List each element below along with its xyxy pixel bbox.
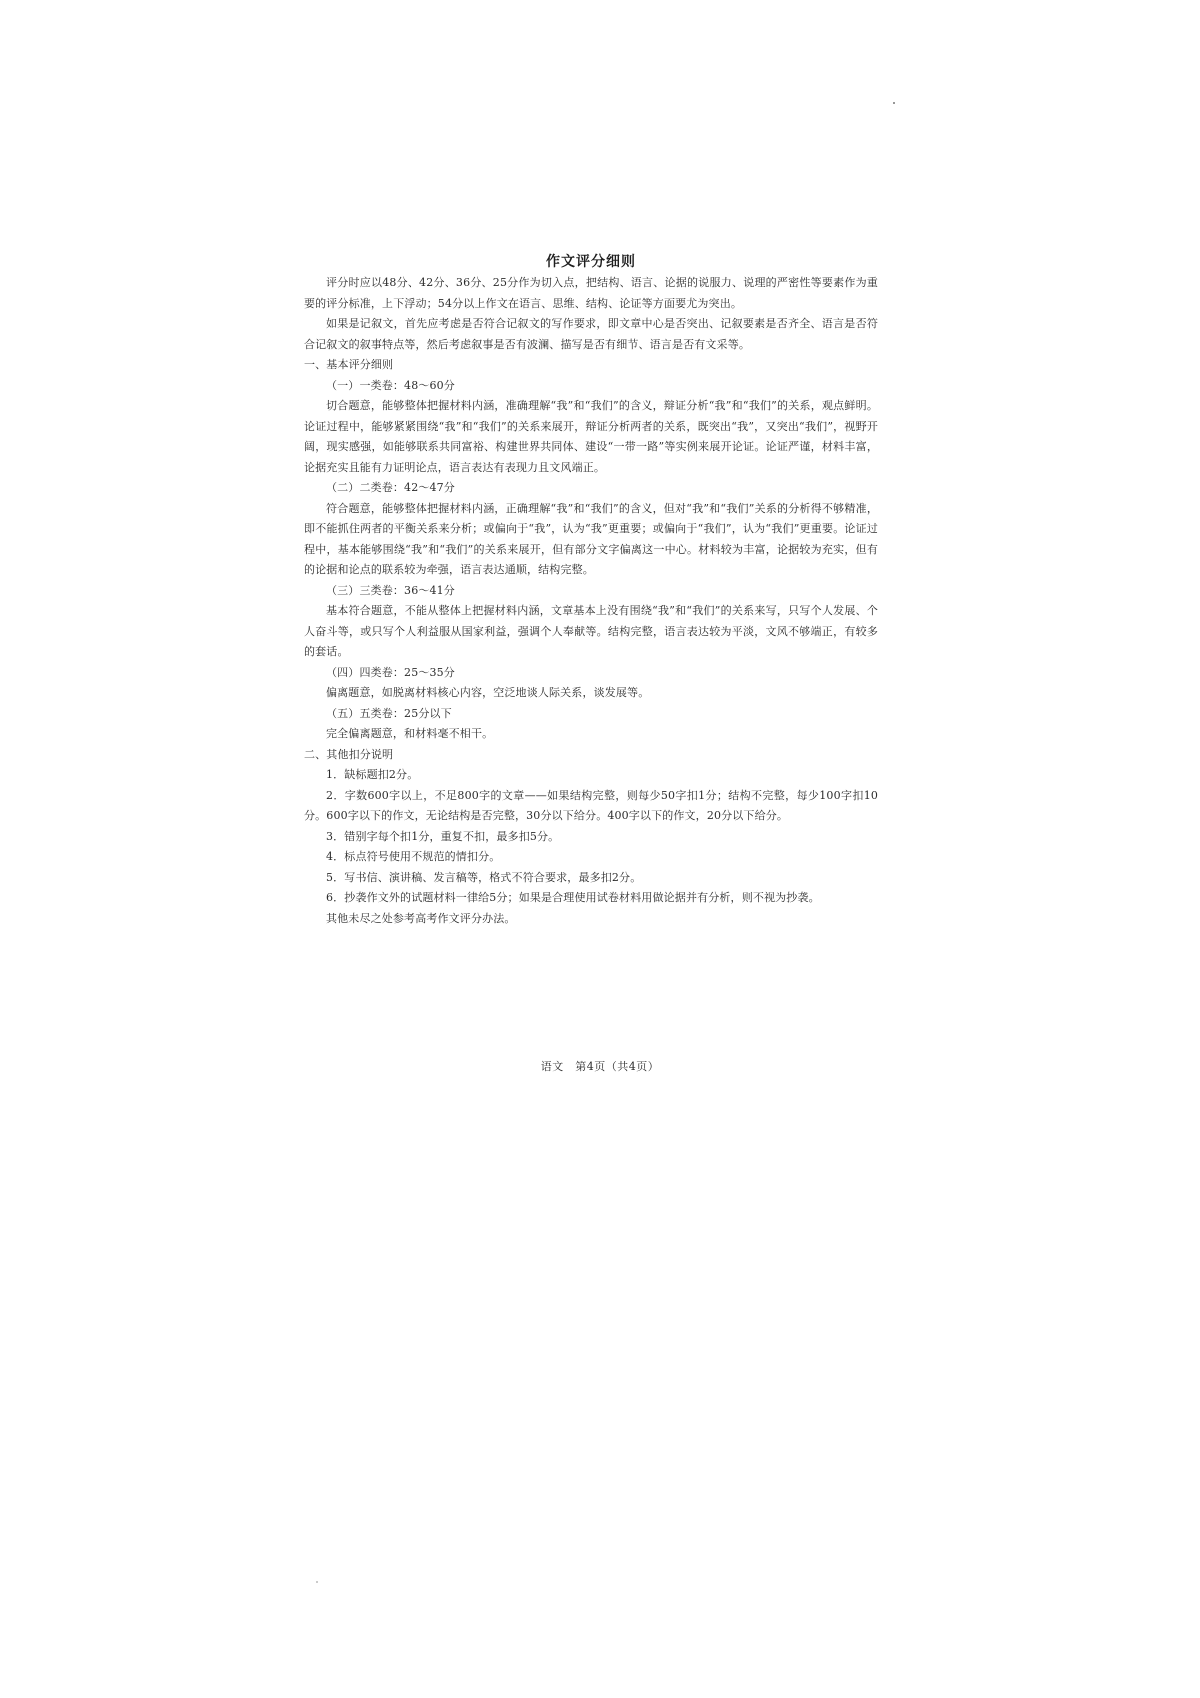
grade-description: 基本符合题意，不能从整体上把握材料内涵，文章基本上没有围绕“我”和“我们”的关系来写，只写个人发展、个人奋斗等，或只写个人利益服从国家利益，强调个人奉献等。结构完整，语言表达较为平淡，文风不够端正，有较多的套话。 (304, 604, 878, 658)
grade-description: 偏离题意，如脱离材料核心内容，空泛地谈人际关系，谈发展等。 (326, 686, 650, 699)
deduction-item: 3．错别字每个扣1分，重复不扣，最多扣5分。 (326, 829, 560, 843)
scan-artifact-dot (893, 102, 895, 104)
deduction-item: 5．写书信、演讲稿、发言稿等，格式不符合要求，最多扣2分。 (326, 870, 642, 884)
section-heading-deductions: 二、其他扣分说明 (304, 747, 394, 761)
deduction-item: 4．标点符号使用不规范的情扣分。 (326, 850, 501, 863)
grade-description: 符合题意，能够整体把握材料内涵，正确理解“我”和“我们”的含义，但对“我”和“我们”关系的分析得不够精准，即不能抓住两者的平衡关系来分析；或偏向于“我”，认为“我”更重要；或偏向于“我们”，认为“我们”更重要。论证过程中，基本能够围绕“我”和“我们”的关系来展开，但有部分文字偏离这一中心。材料较为丰富，论据较为充实，但有的论据和论点的联系较为牵强，语言表达通顺，结构完整。 (304, 501, 878, 576)
section-heading-basic-rules: 一、基本评分细则 (304, 358, 394, 371)
scan-artifact-dot (316, 1581, 318, 1583)
intro-paragraph: 评分时应以48分、42分、36分、25分作为切入点，把结构、语言、论据的说服力、说理的严密性等要素作为重要的评分标准，上下浮动；54分以上作文在语言、思维、结构、论证等方面要尤为突出。 (304, 276, 878, 310)
closing-note: 其他未尽之处参考高考作文评分办法。 (326, 911, 516, 925)
page-footer: 语文 第4页（共4页） (540, 1060, 660, 1073)
document-title: 作文评分细则 (546, 254, 636, 270)
intro-paragraph: 如果是记叙文，首先应考虑是否符合记叙文的写作要求，即文章中心是否突出、记叙要素是否齐全、语言是否符合记叙文的叙事特点等，然后考虑叙事是否有波澜、描写是否有细节、语言是否有文采等。 (304, 317, 878, 351)
deduction-item: 6．抄袭作文外的试题材料一律给5分；如果是合理使用试卷材料用做论据并有分析，则不视为抄袭。 (326, 891, 820, 904)
scoring-rules-document (304, 252, 878, 929)
deduction-item: 2．字数600字以上，不足800字的文章——如果结构完整，则每少50字扣1分；结构不完整，每少100字扣10分。600字以下的作文，无论结构是否完整，30分以下给分。400字以下的作文，20分以下给分。 (304, 788, 878, 822)
grade-description: 完全偏离题意，和材料毫不相干。 (326, 727, 494, 740)
grade-description: 切合题意，能够整体把握材料内涵，准确理解“我”和“我们”的含义，辩证分析“我”和“我们”的关系，观点鲜明。论证过程中，能够紧紧围绕“我”和“我们”的关系来展开，辩证分析两者的关系，既突出“我”，又突出“我们”，视野开阔，现实感强，如能够联系共同富裕、构建世界共同体、建设“一带一路”等实例来展开论证。论证严谨，材料丰富，论据充实且能有力证明论点，语言表达有表现力且文风端正。 (304, 399, 878, 474)
grade-label: （一）一类卷：48～60分 (326, 378, 455, 392)
grade-label: （四）四类卷：25～35分 (326, 665, 455, 679)
deduction-item: 1．缺标题扣2分。 (326, 768, 419, 781)
grade-label: （三）三类卷：36～41分 (326, 583, 455, 597)
grade-label: （二）二类卷：42～47分 (326, 481, 455, 494)
grade-label: （五）五类卷：25分以下 (326, 706, 452, 720)
